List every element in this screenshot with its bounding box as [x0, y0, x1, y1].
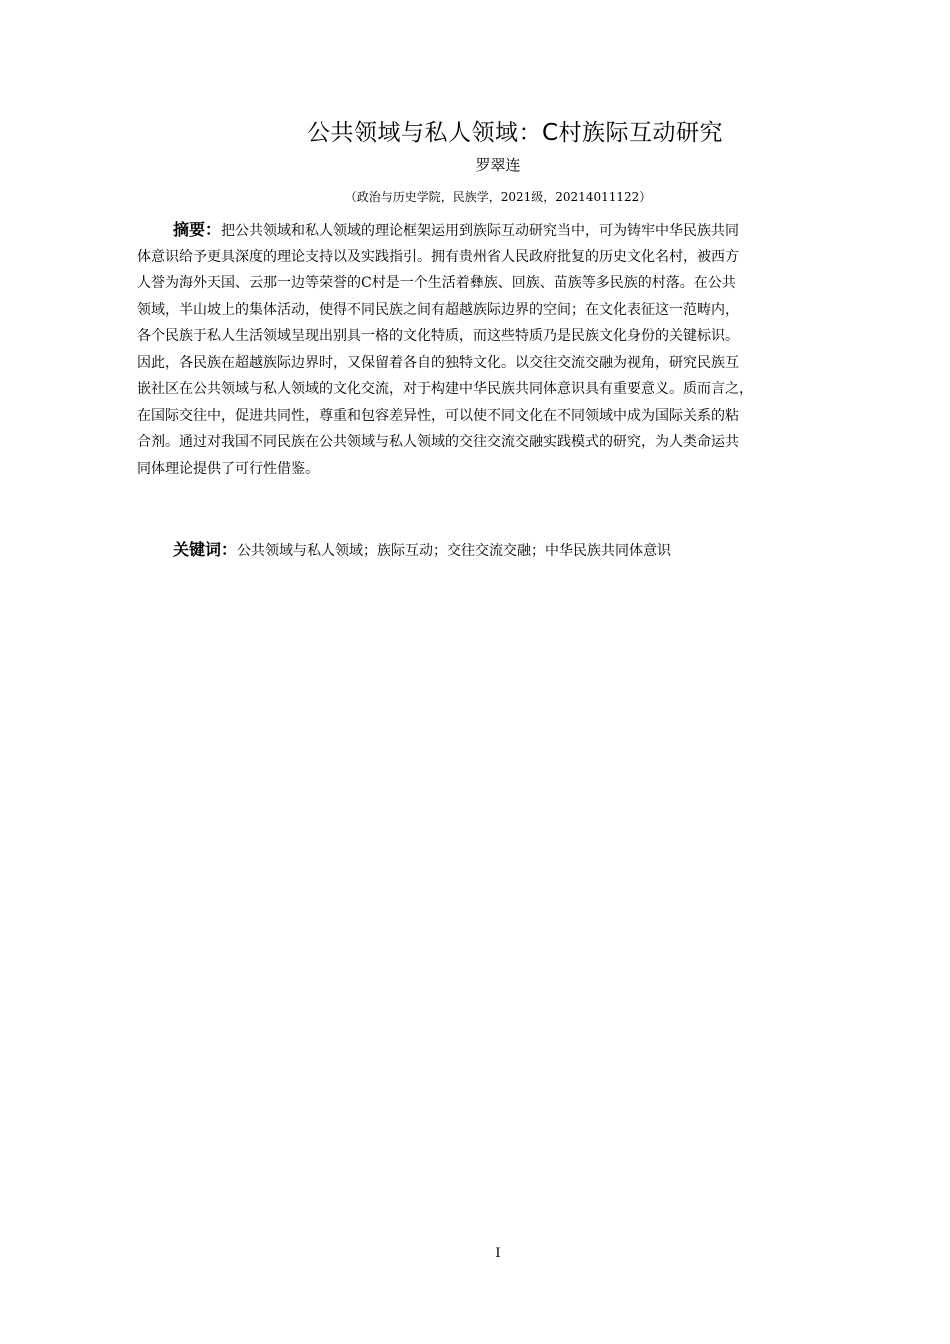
keywords-text: 公共领域与私人领域；族际互动；交往交流交融；中华民族共同体意识	[237, 543, 672, 559]
abstract-line-3: 人誉为海外天国、云那一边等荣誉的C村是一个生活着彝族、回族、苗族等多民族的村落。在公共	[137, 275, 736, 291]
abstract-text: 把公共领域和私人领域的理论框架运用到族际互动研究当中，可为铸牢中华民族共同	[221, 223, 740, 239]
abstract-line-10: 同体理论提供了可行性借鉴。	[137, 460, 319, 477]
author-affiliation: （政治与历史学院，民族学，2021级，20214011122）	[344, 190, 652, 204]
abstract-line-9: 合剂。通过对我国不同民族在公共领域与私人领域的交往交流交融实践模式的研究，为人类命运共	[137, 434, 739, 450]
abstract-line-5: 各个民族于私人生活领域呈现出别具一格的文化特质，而这些特质乃是民族文化身份的关键标识。	[137, 328, 739, 344]
abstract-line-2: 体意识给予更具深度的理论支持以及实践指引。拥有贵州省人民政府批复的历史文化名村，被西方	[137, 248, 739, 265]
paper-title: 公共领域与私人领域：C村族际互动研究	[306, 120, 724, 146]
author-name: 罗翠连	[475, 156, 521, 174]
keywords-section	[173, 537, 853, 560]
keywords-label: 关键词：	[173, 540, 238, 559]
abstract-line-4: 领域，半山坡上的集体活动，使得不同民族之间有超越族际边界的空间；在文化表征这一范畴内，	[137, 301, 739, 318]
abstract-line-6: 因此，各民族在超越族际边界时，又保留着各自的独特文化。以交往交流交融为视角，研究民族互	[137, 354, 739, 371]
page-number: I	[495, 1246, 501, 1261]
abstract-section	[137, 217, 853, 482]
abstract-line-7: 嵌社区在公共领域与私人领域的文化交流，对于构建中华民族共同体意识具有重要意义。质而言之，	[137, 381, 753, 397]
abstract-line-8: 在国际交往中，促进共同性，尊重和包容差异性，可以使不同文化在不同领域中成为国际关系的粘	[137, 407, 739, 424]
abstract-label: 摘要：	[173, 220, 222, 239]
abstract-line-1	[137, 217, 853, 244]
